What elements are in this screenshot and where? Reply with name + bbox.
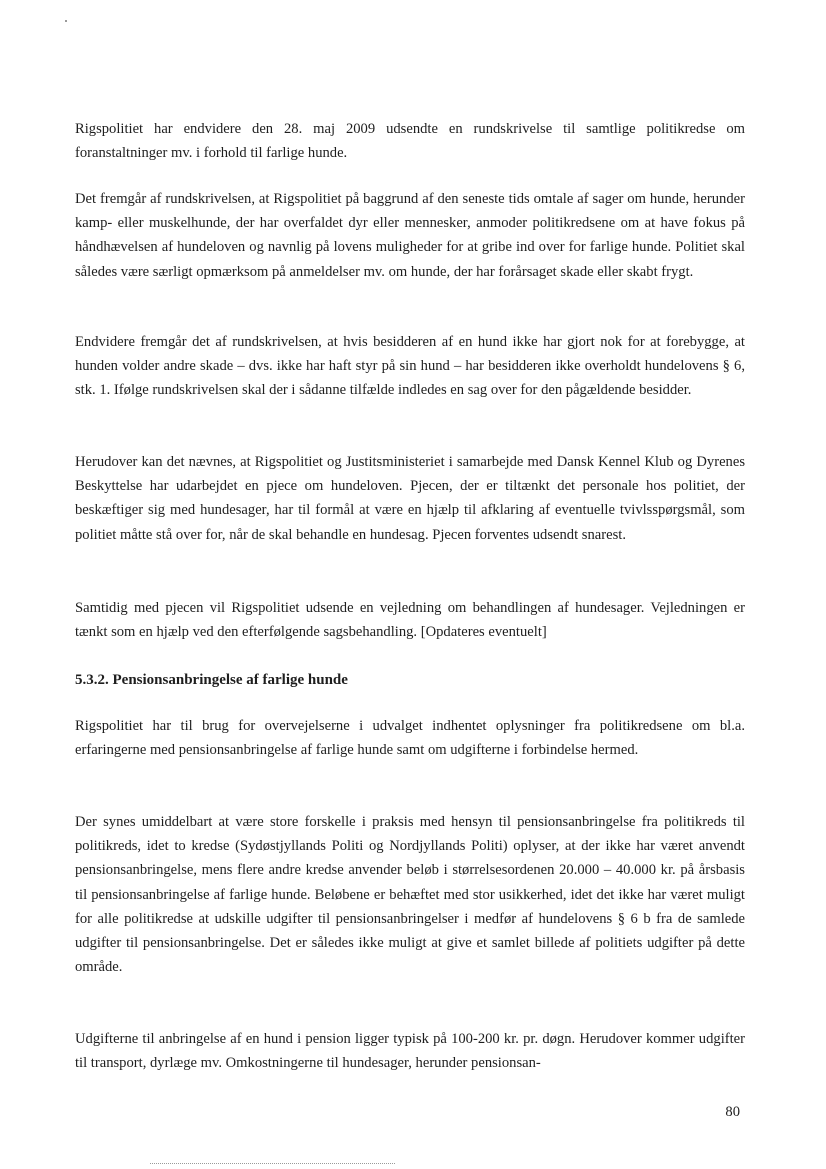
paragraph-pjece: Herudover kan det nævnes, at Rigspolitiet og Justitsministeriet i samarbejde med Dansk Kennel Klub og Dyrenes Beskyttelse har udarbejdet en pjece om hundeloven. Pjecen, der er tiltænkt det personale hos politiet, der beskæftiger sig med hundesager, har til formål at være en hjælp til afklaring af eventuelle tvivlsspørgsmål, som politiet måtte stå over for, når de skal behandle en hundesag. Pjecen forventes udsendt snarest.	[75, 454, 745, 543]
paragraph-oplysninger: Rigspolitiet har til brug for overvejelserne i udvalget indhentet oplysninger fra politikredsene om bl.a. erfaringerne med pensionsanbringelse af farlige hunde samt om udgifterne i forbindelse hermed.	[75, 718, 745, 759]
paragraph-rundskrivelse-intro: Rigspolitiet har endvidere den 28. maj 2009 udsendte en rundskrivelse til samtlige politikredse om foranstaltninger mv. i forhold til farlige hunde.	[75, 121, 745, 162]
paragraph-vejledning: Samtidig med pjecen vil Rigspolitiet udsende en vejledning om behandlingen af hundesager. Vejledningen er tænkt som en hjælp ved den efterfølgende sagsbehandling. [Opdateres eventuelt]	[75, 600, 745, 641]
paragraph-praksis-forskelle: Der synes umiddelbart at være store forskelle i praksis med hensyn til pensionsanbringelse fra politikreds til politikreds, idet to kredse (Sydøstjyllands Politi og Nordjyllands Politi) oplyser, at der ikke har været anvendt pensionsanbringelse, mens flere andre kredse anvender beløb i størrelsesordenen 20.000 – 40.000 kr. på årsbasis til pensionsanbringelse af farlige hunde. Beløbene er behæftet med stor usikkerhed, idet det ikke har været muligt for alle politikredse at udskille udgifter til pensionsanbringelser i medfør af hundelovens § 6 b fra de samlede udgifter til pensionsanbringelse. Det er således ikke muligt at give et samlet billede af politiets udgifter på dette område.	[75, 814, 745, 976]
page-number: 80	[725, 1104, 740, 1120]
paragraph-rundskrivelse-fokus: Det fremgår af rundskrivelsen, at Rigspolitiet på baggrund af den seneste tids omtale af sager om hunde, herunder kamp- eller muskelhunde, der har overfaldet dyr eller mennesker, anmoder politikredsene om at have fokus på håndhævelsen af hundeloven og navnlig på lovens muligheder for at gribe ind over for farlige hunde. Politiet skal således være særligt opmærksom på anmeldelser mv. om hunde, der har forårsaget skade eller skabt frygt.	[75, 191, 745, 280]
section-heading: 5.3.2. Pensionsanbringelse af farlige hunde	[75, 672, 348, 688]
scan-dotted-line	[150, 1163, 395, 1164]
paragraph-besidder-sag: Endvidere fremgår det af rundskrivelsen, at hvis besidderen af en hund ikke har gjort nok for at forebygge, at hunden volder andre skade – dvs. ikke har haft styr på sin hund – har besidderen ikke overholdt hundelovens § 6, stk. 1. Ifølge rundskrivelsen skal der i sådanne tilfælde indledes en sag over for den pågældende besidder.	[75, 334, 745, 399]
paragraph-udgifter: Udgifterne til anbringelse af en hund i pension ligger typisk på 100-200 kr. pr. døgn. Herudover kommer udgifter til transport, dyrlæge mv. Omkostningerne til hundesager, herunder pensionsan-	[75, 1031, 745, 1072]
scan-speck	[65, 20, 67, 22]
